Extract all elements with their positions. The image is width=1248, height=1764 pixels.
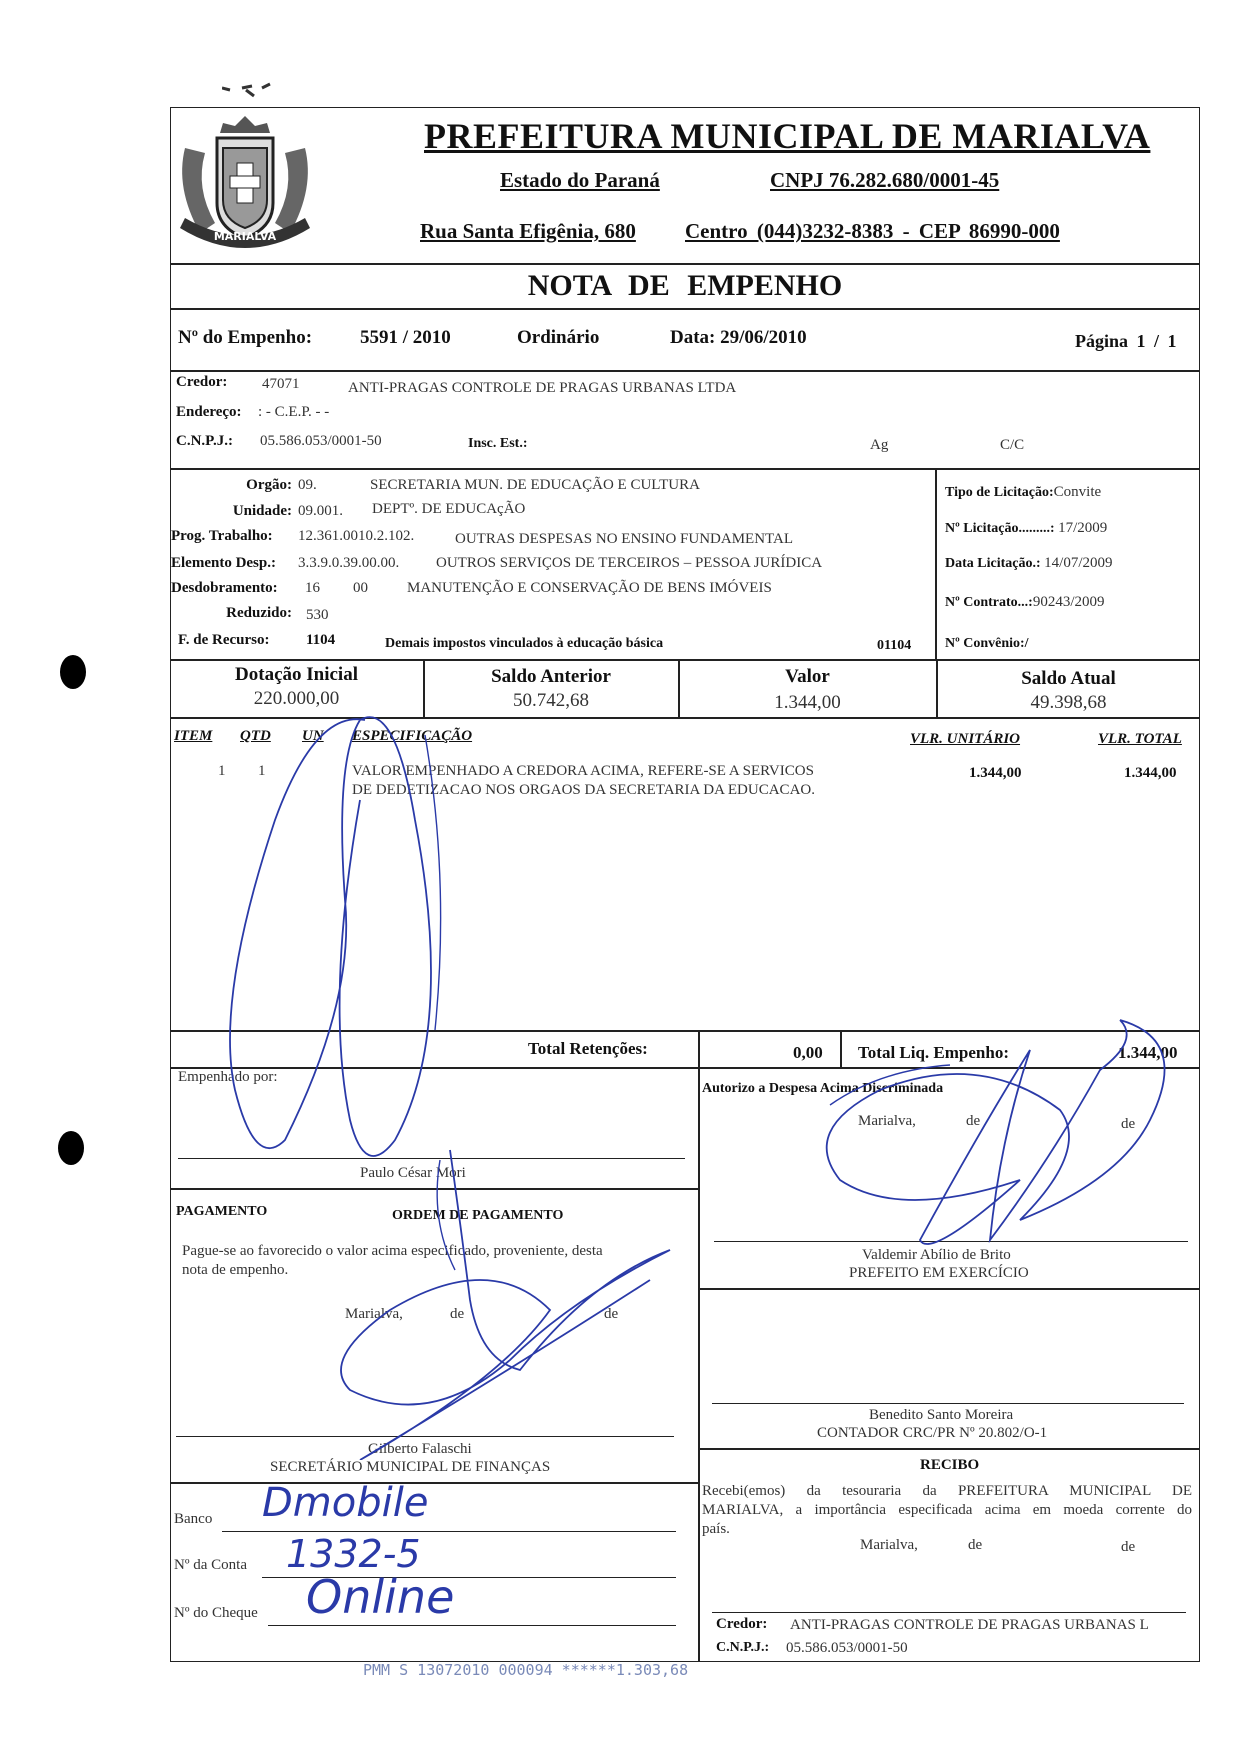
cnpj-label: C.N.P.J.: (176, 433, 233, 449)
valor-value: 1.344,00 (774, 692, 841, 713)
credor-label: Credor: (176, 374, 228, 390)
contador-role: CONTADOR CRC/PR Nº 20.802/O-1 (817, 1425, 1048, 1441)
conta-value-handwritten: 1332-5 (286, 1532, 421, 1576)
state-name: Estado do Paraná (500, 168, 660, 192)
recibo-text-3: país. (702, 1521, 730, 1537)
municipality-address: Rua Santa Efigênia, 680 (420, 219, 636, 243)
liquido-label: Total Liq. Empenho: (858, 1043, 1009, 1062)
empenhado-signer: Paulo César Mori (360, 1165, 466, 1181)
divider (170, 1482, 698, 1484)
row-qtd: 1 (258, 763, 266, 779)
municipality-cnpj: CNPJ 76.282.680/0001-45 (770, 168, 1000, 192)
ordem-pagamento-label: ORDEM DE PAGAMENTO (392, 1208, 564, 1223)
unidade-name: DEPTº. DE EDUCAçÃO (372, 501, 526, 517)
credor-code: 47071 (262, 376, 300, 392)
divider (170, 370, 1200, 372)
prefeito-signer: Valdemir Abílio de Brito (862, 1247, 1011, 1263)
pagamento-de-1: de (450, 1306, 465, 1322)
contador-signer: Benedito Santo Moreira (869, 1407, 1014, 1423)
convenio-label: Nº Convênio:/ (945, 636, 1029, 651)
col-especificacao: ESPECIFICAÇÃO (352, 728, 473, 744)
data-licitacao (945, 555, 1113, 572)
valor-label: Valor (785, 666, 830, 687)
recibo-de-1: de (968, 1537, 983, 1553)
col-item: ITEM (174, 728, 213, 744)
coat-of-arms-logo (175, 108, 315, 258)
desdobramento-name: MANUTENÇÃO E CONSERVAÇÃO DE BENS IMÓVEIS (407, 580, 772, 596)
recurso-code-2: 01104 (877, 638, 912, 653)
recibo-title: RECIBO (920, 1457, 980, 1473)
divider (698, 1067, 700, 1662)
punch-hole (60, 655, 86, 689)
banco-label: Banco (174, 1511, 213, 1527)
data-licitacao-value: 14/07/2009 (1044, 555, 1113, 571)
empenho-date: Data: 29/06/2010 (670, 327, 807, 348)
liquido-value: 1.344,00 (1118, 1043, 1178, 1062)
numero-licitacao (945, 520, 1107, 537)
cc-label: C/C (1000, 437, 1025, 453)
divider (170, 659, 1200, 661)
recibo-credor-name: ANTI-PRAGAS CONTROLE DE PRAGAS URBANAS L (790, 1617, 1149, 1633)
divider (170, 1067, 1200, 1069)
saldo-anterior-value: 50.742,68 (513, 690, 589, 711)
pagamento-de-2: de (604, 1306, 619, 1322)
scan-mark (222, 80, 262, 94)
signature-line (714, 1241, 1188, 1242)
col-vlr-total: VLR. TOTAL (1098, 731, 1182, 747)
data-licitacao-label: Data Licitação.: (945, 556, 1041, 571)
autorizo-city: Marialva, (858, 1113, 916, 1129)
retencoes-label: Total Retenções: (528, 1039, 648, 1058)
cheque-label: Nº do Cheque (174, 1605, 258, 1621)
municipality-title: PREFEITURA MUNICIPAL DE MARIALVA (424, 116, 1151, 156)
address-label: Endereço: (176, 404, 242, 420)
contrato (945, 594, 1105, 611)
elemento-name: OUTROS SERVIÇOS DE TERCEIROS – PESSOA JURÍDICA (436, 555, 823, 571)
orgao-label: Orgão: (246, 477, 292, 493)
recibo-cnpj-label: C.N.P.J.: (716, 1640, 770, 1655)
ag-label: Ag (870, 437, 889, 453)
page-indicator: Página 1 / 1 (1075, 331, 1177, 351)
divider (698, 1030, 700, 1068)
recibo-text-1: Recebi(emos) da tesouraria da PREFEITURA MUNICIPAL DE (702, 1483, 1192, 1499)
reduzido-value: 530 (306, 607, 329, 623)
signature-line (712, 1403, 1184, 1404)
numero-licitacao-value: 17/2009 (1058, 520, 1108, 536)
recibo-credor-label: Credor: (716, 1616, 768, 1632)
prefeito-role: PREFEITO EM EXERCÍCIO (849, 1265, 1029, 1281)
row-especificacao-2: DE DEDETIZACAO NOS ORGAOS DA SECRETARIA DA EDUCACAO. (352, 782, 815, 798)
divider (698, 1448, 1200, 1450)
cheque-line (268, 1625, 676, 1626)
desdobramento-label: Desdobramento: (171, 580, 278, 596)
banco-value-handwritten: Dmobile (262, 1480, 429, 1526)
divider (698, 1288, 1200, 1290)
prog-trabalho-code: 12.361.0010.2.102. (298, 528, 415, 544)
divider (935, 468, 937, 660)
signature-line (178, 1158, 685, 1159)
mechanical-stamp: PMM S 13072010 000094 ******1.303,68 (363, 1661, 689, 1679)
contrato-label: Nº Contrato...: (945, 595, 1033, 610)
recurso-code: 1104 (306, 632, 336, 648)
divider (170, 1030, 1200, 1032)
secretario-role: SECRETÁRIO MUNICIPAL DE FINANÇAS (270, 1459, 551, 1475)
dotacao-inicial-label: Dotação Inicial (235, 664, 358, 685)
retencoes-value: 0,00 (793, 1043, 823, 1062)
row-vlr-unitario: 1.344,00 (969, 765, 1022, 781)
elemento-label: Elemento Desp.: (171, 555, 276, 571)
saldo-anterior-label: Saldo Anterior (491, 666, 611, 687)
recurso-name: Demais impostos vinculados à educação básica (385, 636, 664, 651)
cnpj-value: 05.586.053/0001-50 (260, 433, 382, 449)
insc-label: Insc. Est.: (468, 436, 528, 451)
col-vlr-unitario: VLR. UNITÁRIO (910, 731, 1021, 747)
divider (840, 1030, 842, 1068)
saldo-atual-value: 49.398,68 (1030, 692, 1107, 713)
col-qtd: QTD (240, 728, 271, 744)
empenhado-label: Empenhado por: (178, 1069, 278, 1085)
divider (170, 1188, 698, 1190)
pagamento-label: PAGAMENTO (176, 1204, 268, 1219)
desdobramento-sub: 00 (353, 580, 368, 596)
row-especificacao-1: VALOR EMPENHADO A CREDORA ACIMA, REFERE-SE A SERVICOS (352, 763, 814, 779)
desdobramento-code: 16 (305, 580, 320, 596)
pagamento-text-2: nota de empenho. (182, 1262, 289, 1278)
autorizo-de-1: de (966, 1113, 981, 1129)
document-title: NOTA DE EMPENHO (527, 269, 843, 302)
address-value: : - C.E.P. - - (258, 404, 330, 420)
contrato-value: 90243/2009 (1032, 594, 1105, 610)
recibo-cnpj-value: 05.586.053/0001-50 (786, 1640, 908, 1656)
reduzido-label: Reduzido: (226, 605, 292, 621)
orgao-name: SECRETARIA MUN. DE EDUCAÇÃO E CULTURA (370, 477, 700, 493)
unidade-code: 09.001. (298, 503, 343, 519)
pagamento-text-1: Pague-se ao favorecido o valor acima especificado, proveniente, desta (182, 1243, 603, 1259)
tipo-licitacao (945, 484, 1101, 501)
saldo-atual-label: Saldo Atual (1021, 668, 1116, 689)
conta-label: Nº da Conta (174, 1557, 247, 1573)
autorizo-de-2: de (1121, 1116, 1136, 1132)
divider (170, 468, 1200, 470)
cheque-value-handwritten: Online (306, 1570, 455, 1624)
recibo-text-2: MARIALVA, a importância especificada acima em moeda corrente do (702, 1502, 1192, 1518)
recibo-de-2: de (1121, 1539, 1136, 1555)
prog-trabalho-name: OUTRAS DESPESAS NO ENSINO FUNDAMENTAL (455, 531, 793, 547)
autorizo-label: Autorizo a Despesa Acima Discriminada (702, 1081, 944, 1096)
row-vlr-total: 1.344,00 (1124, 765, 1177, 781)
orgao-code: 09. (298, 477, 317, 493)
signature-line (712, 1612, 1186, 1613)
row-item: 1 (218, 763, 226, 779)
prog-trabalho-label: Prog. Trabalho: (171, 528, 273, 544)
empenho-type: Ordinário (517, 327, 600, 348)
signature-line (176, 1436, 674, 1437)
col-un: UN (302, 728, 324, 744)
unidade-label: Unidade: (232, 503, 292, 519)
svg-text:MARIALVA: MARIALVA (213, 230, 277, 243)
elemento-code: 3.3.9.0.39.00.00. (298, 555, 400, 571)
recibo-city: Marialva, (860, 1537, 918, 1553)
empenho-number: 5591 / 2010 (360, 327, 451, 348)
tipo-licitacao-label: Tipo de Licitação: (945, 485, 1054, 500)
divider (170, 308, 1200, 310)
pagamento-city: Marialva, (345, 1306, 403, 1322)
empenho-number-label: Nº do Empenho: (178, 327, 313, 348)
punch-hole (58, 1131, 84, 1165)
credor-name: ANTI-PRAGAS CONTROLE DE PRAGAS URBANAS LTDA (348, 380, 737, 396)
secretario-signer: Gilberto Falaschi (368, 1441, 472, 1457)
recurso-label: F. de Recurso: (178, 632, 270, 648)
divider (170, 717, 1200, 719)
numero-licitacao-label: Nº Licitação.........: (945, 521, 1055, 536)
tipo-licitacao-value: Convite (1053, 484, 1102, 500)
municipality-contact: Centro (044)3232-8383 - CEP 86990-000 (685, 219, 1060, 243)
dotacao-inicial-value: 220.000,00 (253, 688, 340, 709)
